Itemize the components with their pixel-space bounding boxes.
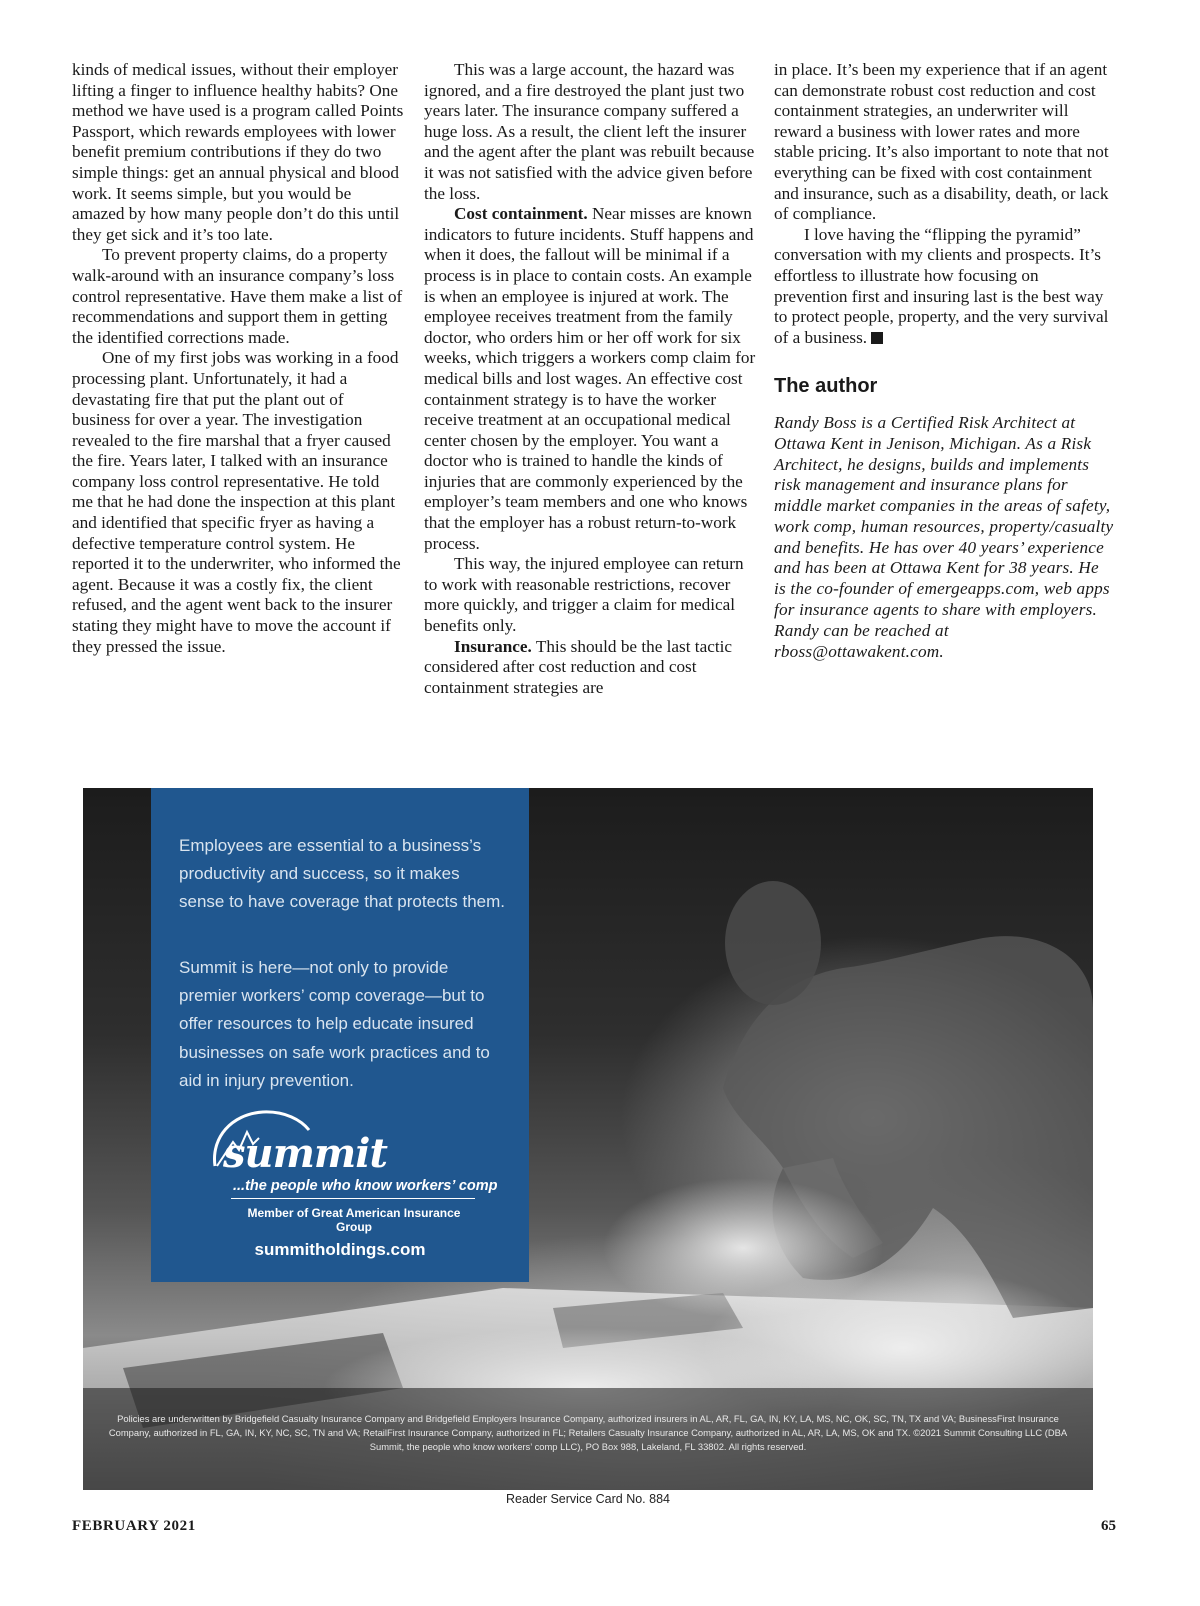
logo-member-line: Member of Great American Insurance Group [247,1206,461,1234]
paragraph [424,637,756,699]
end-of-article-mark [871,332,883,344]
paragraph [774,225,1114,349]
paragraph: One of my first jobs was working in a food processing plant. Unfortunately, it had a devastating fire that put the plant out of business for over a year. The investigation revealed to the fire marshal that a fryer caused the fire. Years later, I talked with an insurance company loss control representative. He told me that he had done the inspection at this plant and identified that specific fryer as having a defective temperature control system. He reported it to the underwriter, who informed the agent. Because it was a costly fix, the client refused, and the agent went back to the insurer stating they might have to move the account if they pressed the issue. [72,348,401,656]
paragraph: To prevent property claims, do a property walk-around with an insurance company’s loss control representative. Have them make a list of recommendations and support them in getting the identified corrections made. [72,245,403,347]
summit-advertisement [83,788,1093,1490]
logo-wordmark: summit [223,1130,387,1177]
paragraph-text: This should be the last tactic considered after cost reduction and cost containment strategies are [424,636,733,697]
paragraph: This way, the injured employee can return to work with reasonable restrictions, recover more quickly, and trigger a claim for medical benefits only. [424,554,744,636]
logo-tagline: ...the people who know workers’ comp [233,1178,498,1194]
author-bio: Randy Boss is a Certified Risk Architect at Ottawa Kent in Jenison, Michigan. As a Risk Architect, he designs, builds and implements risk management and insurance plans for middle market companies in the areas of safety, work comp, human resources, property/casualty and benefits. He has over 40 years’ experience and has been at Ottawa Kent for 38 years. He is the co-founder of emergeapps.com, web apps for insurance agents to share with employers. Randy can be reached at rboss@ottawakent.com. [774,412,1114,661]
paragraph-text: Near misses are known indicators to future incidents. Stuff happens and when it does, the fallout will be minimal if a process is in place to contain costs. An example is when an employee is injured at work. The employee receives treatment from the family doctor, who orders him or her off work for six weeks, which triggers a workers comp claim for medical bills and lost wages. An effective cost containment strategy is to have the worker receive treatment at an occupational medical center chosen by the employer. You want a doctor who is trained to handle the kinds of injuries that are commonly experienced by the employer’s team members and one who knows that the employer has a robust return-to-work process. [424,204,756,553]
subhead-insurance: Insurance. [454,636,532,656]
ad-copy-panel [151,788,529,1282]
paragraph: This was a large account, the hazard was ignored, and a fire destroyed the plant just two years later. The insurance company suffered a huge loss. As a result, the client left the insurer and the agent after the plant was rebuilt because it was not satisfied with the advice given before the loss. [424,60,755,203]
footer-page-number: 65 [1101,1518,1116,1534]
author-heading: The author [774,375,878,398]
ad-paragraph-1: Employees are essential to a business’s productivity and success, so it makes sense to have coverage that protects them. [179,836,506,912]
paragraph: in place. It’s been my experience that if an agent can demonstrate robust cost reduction and cost containment strategies, an underwriter will reward a business with lower rates and more stable pricing. It’s also important to note that not everything can be fixed with cost containment and insurance, such as a disability, death, or lack of compliance. [774,60,1109,224]
summit-logo [201,1108,498,1234]
article-column-1 [72,60,404,657]
footer-issue-date: FEBRUARY 2021 [72,1518,196,1534]
ad-website-link[interactable]: summitholdings.com [254,1240,426,1259]
ad-disclaimer: Policies are underwritten by Bridgefield Casualty Insurance Company and Bridgefield Employers Insurance Company, authorized insurers in AL, AR, FL, GA, IN, KY, LA, MS, NC, OK, SC, TN, TX and VA; BusinessFirst Insurance Company, authorized in FL, GA, IN, KY, NC, SC, TN and VA; RetailFirst Insurance Company, authorized in FL; Retailers Casualty Insurance Company, authorized in AL, AR, LA, MS, OK and TX. ©2021 Summit Consulting LLC (DBA Summit, the people who know workers’ comp LLC), PO Box 988, Lakeland, FL 33802. All rights reserved. [108,1413,1068,1453]
ad-paragraph-2: Summit is here—not only to provide premier workers’ comp coverage—but to offer resources to help educate insured businesses on safe work practices and to aid in injury prevention. [179,958,490,1090]
paragraph-text: I love having the “flipping the pyramid” conversation with my clients and prospects. It’s effortless to illustrate how focusing on prevention first and insuring last is the best way to protect people, property, and the very survival of a business. [774,224,1109,347]
reader-service-card: Reader Service Card No. 884 [506,1492,670,1506]
paragraph: kinds of medical issues, without their employer lifting a finger to influence healthy habits? One method we have used is a program called Points Passport, which rewards employees with lower benefit premium contributions if they do two simple things: get an annual physical and blood work. It seems simple, but you would be amazed by how many people don’t do this until they get sick and it’s too late. [72,60,404,244]
article-column-3 [774,60,1114,662]
article-column-2 [424,60,756,698]
logo-divider [231,1198,475,1199]
subhead-cost-containment: Cost containment. [454,204,588,224]
paragraph [424,204,756,554]
